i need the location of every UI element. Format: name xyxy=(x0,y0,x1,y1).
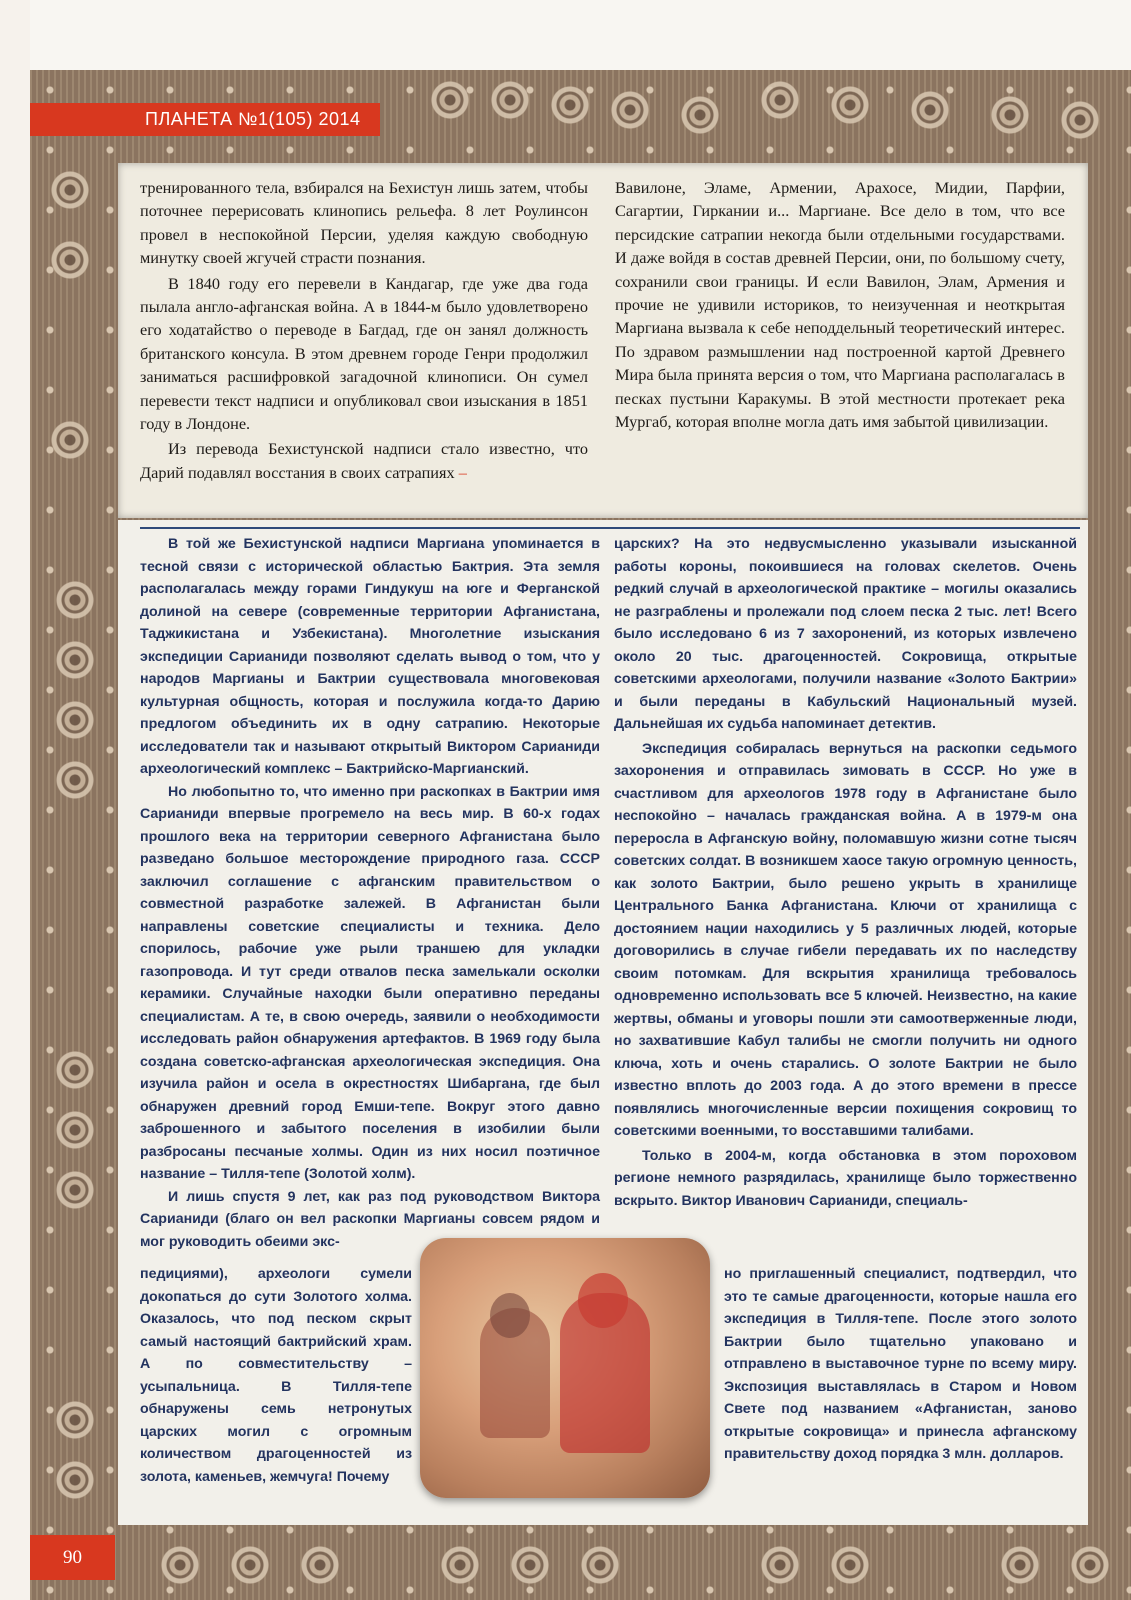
rosette-ornament xyxy=(55,1460,95,1500)
paragraph: педициями), археологи сумели докопаться до сути Золотого холма. Оказалось, что под песком скрыт самый настоящий бактрийский храм. А по совместительству – усыпальница. В Тилля-тепе обнаружены семь нетронутых царских могил с огромным количеством драгоценностей из золота, каменьев, жемчуга! Почему xyxy=(140,1266,412,1485)
fresco-figure-left-head xyxy=(490,1293,530,1338)
rosette-ornament xyxy=(55,1050,95,1090)
paragraph: Только в 2004-м, когда обстановка в этом пороховом регионе немного разрядилась, хранилище было торжественно вскрыто. Виктор Иванович Сарианиди, специаль- xyxy=(614,1147,1077,1209)
rosette-ornament xyxy=(830,85,870,125)
top-left-column xyxy=(140,176,588,484)
rosette-ornament xyxy=(300,1545,340,1585)
paragraph: Но любопытно то, что именно при раскопках в Бактрии имя Сарианиди впервые прогремело на весь мир. В 60-х годах прошлого века на территории северного Афганистана было разведано большое месторождение природного газа. СССР заключил соглашение с афганским правительством о совместной разработке залежей. В Афганистан были направлены советские специалисты и техника. Дело спорилось, рабочие уже рыли траншею для укладки газопровода. И тут среди отвалов песка замелькали осколки керамики. Случайные находки были оперативно переданы специалистам. А те, в свою очередь, заявили о необходимости исследовать район обнаружения артефактов. В 1969 году была создана советско-афганская археологическая экспедиция. Она изучила район и осела в окрестностях Шибаргана, где был обнаружен древний город Емши-тепе. Вокруг этого давно заброшенного и забытого поселения в изобилии были разбросаны песчаные холмы. Один из них носил поэтичное название – Тилля-тепе (Золотой холм). xyxy=(140,783,600,1182)
paragraph: тренированного тела, взбирался на Бехистун лишь затем, чтобы поточнее перерисовать клинопись рельефа. 8 лет Роулинсон провел в неспокойной Персии, уделяя каждую свободную минутку своей жгучей страсти познания. xyxy=(140,178,588,268)
bottom-right-column-wrap xyxy=(724,1263,1077,1466)
paragraph: В той же Бехистунской надписи Маргиана упоминается в тесной связи с исторической областью Бактрия. Эта земля располагалась между горами Гиндукуш на юге и Ферганской долиной на севере (современные территории Афганистана, Таджикистана и Узбекистана). Многолетние изыскания экспедиции Сарианиди позволяют сделать вывод о том, что у народов Маргианы и Бактрии существовала многовековая культурная общность, которая и послужила когда-то Дарию предлогом объединить их в одну сатрапию. Некоторые исследователи так и называют открытый Виктором Сарианиди археологический комплекс – Бактрийско-Маргианский. xyxy=(140,536,600,777)
rosette-ornament xyxy=(680,95,720,135)
bottom-left-column-wrap xyxy=(140,1263,412,1488)
rosette-ornament xyxy=(610,90,650,130)
rosette-ornament xyxy=(490,80,530,120)
rosette-ornament xyxy=(1000,1545,1040,1585)
rosette-ornament xyxy=(55,1110,95,1150)
top-right-column xyxy=(615,176,1065,433)
bottom-left-column xyxy=(140,533,600,1253)
rosette-ornament xyxy=(55,1170,95,1210)
rosette-ornament xyxy=(580,1545,620,1585)
paragraph: царских? На это недвусмысленно указывали изысканной работы короны, покоившиеся на головах скелетов. Очень редкий случай в археологической практике – могилы оказались не разграблены и пролежали под слоем песка 2 тыс. лет! Всего было исследовано 6 из 7 захоронений, из которых извлечено около 20 тыс. драгоценностей. Сокровища, открытые советскими археологами, получили название «Золото Бактрии» и были переданы в Кабульский Национальный музей. Дальнейшая их судьба напоминает детектив. xyxy=(614,536,1077,732)
rosette-ornament xyxy=(430,80,470,120)
rosette-ornament xyxy=(990,95,1030,135)
rosette-ornament xyxy=(760,80,800,120)
bottom-right-column xyxy=(614,533,1077,1212)
paragraph: Вавилоне, Эламе, Армении, Арахосе, Мидии, Парфии, Сагартии, Гиркании и... Маргиане. Все дело в том, что все персидские сатрапии некогда были отдельными государствами. И даже войдя в состав древней Персии, они, по большому счету, сохранили свои границы. И если Вавилон, Элам, Армения и прочие не удивили историков, то неизученная и неоткрытая Маргиана вызвала к себе неподдельный теоретический интерес. По здравом размышлении над построенной картой Древнего Мира была принята версия о том, что Маргиана располагалась в песках пустыни Каракумы. В этой местности протекает река Мургаб, которая вполне могла дать имя забытой цивилизации. xyxy=(615,178,1065,432)
page-number: 90 xyxy=(63,1547,82,1568)
rosette-ornament xyxy=(1060,100,1100,140)
rosette-ornament xyxy=(550,85,590,125)
rosette-ornament xyxy=(55,640,95,680)
scan-margin-top xyxy=(0,0,1131,70)
paragraph: И лишь спустя 9 лет, как раз под руководством Виктора Сарианиди (благо он вел раскопки Маргианы совсем рядом и мог руководить обеими экс- xyxy=(140,1188,600,1250)
rosette-ornament xyxy=(230,1545,270,1585)
rosette-ornament xyxy=(55,1400,95,1440)
fresco-figure-right-head xyxy=(578,1273,628,1328)
rosette-ornament xyxy=(510,1545,550,1585)
paragraph xyxy=(140,437,588,484)
rosette-ornament xyxy=(760,1545,800,1585)
rosette-ornament xyxy=(50,170,90,210)
rosette-ornament xyxy=(50,420,90,460)
rosette-ornament xyxy=(50,240,90,280)
rosette-ornament xyxy=(440,1545,480,1585)
magazine-title: ПЛАНЕТА №1(105) 2014 xyxy=(145,109,361,129)
paragraph: Экспедиция собиралась вернуться на раскопки седьмого захоронения и отправилась зимовать в СССР. Но уже в счастливом для археологов 1978 году в Афганистане было неспокойно – началась гражданская война. А в 1979-м она переросла в Афганскую войну, поломавшую жизни сотне тысяч советских солдат. В возникшем хаосе такую огромную ценность, как золото Бактрии, было решено укрыть в хранилище Центрального Банка Афганистана. Ключи от хранилища с достоянием нации находились у 5 различных людей, которые договорились в случае гибели передавать их по наследству своим потомкам. Для вскрытия хранилища требовалось одновременно использовать все 5 ключей. Неизвестно, на какие жертвы, обманы и уговоры пошли эти самоотверженные люди, но захватившие Кабул талибы не смогли получить ни одного ключа, хоть и очень старались. О золоте Бактрии не было известно вплоть до 2003 года. А до этого времени в прессе появлялись многочисленные версии похищения сокровищ то советскими военными, то восставшими талибами. xyxy=(614,740,1077,1139)
scan-margin-left xyxy=(0,0,30,1600)
section-divider xyxy=(140,527,1080,529)
rosette-ornament xyxy=(55,580,95,620)
fresco-photo xyxy=(420,1238,710,1498)
rosette-ornament xyxy=(910,90,950,130)
rosette-ornament xyxy=(55,760,95,800)
paragraph-text: Из перевода Бехистунской надписи стало известно, что Дарий подавлял восстания в своих сатрапиях xyxy=(140,439,588,482)
rosette-ornament xyxy=(830,1545,870,1585)
rosette-ornament xyxy=(55,700,95,740)
rosette-ornament xyxy=(1070,1545,1110,1585)
paragraph: но приглашенный специалист, подтвердил, что это те самые драгоценности, которые нашла его экспедиция в Тилля-тепе. После этого золото Бактрии было тщательно упаковано и отправлено в выставочное турне по всему миру. Экспозиция выставлялась в Старом и Новом Свете под названием «Афганистан, заново открытые сокровища» и принесла афганскому правительству доход порядка 3 млн. долларов. xyxy=(724,1266,1077,1462)
paragraph: В 1840 году его перевели в Кандагар, где уже два года пылала англо-афганская война. А в 1844-м было удовлетворено его ходатайство о переводе в Багдад, где он занял должность британского консула. В этом древнем городе Генри продолжил заниматься расшифровкой загадочной клинописи. Он сумел перевести текст надписи и опубликовал свои изыскания в 1851 году в Лондоне. xyxy=(140,273,588,434)
rosette-ornament xyxy=(160,1545,200,1585)
red-dash: – xyxy=(458,462,467,482)
